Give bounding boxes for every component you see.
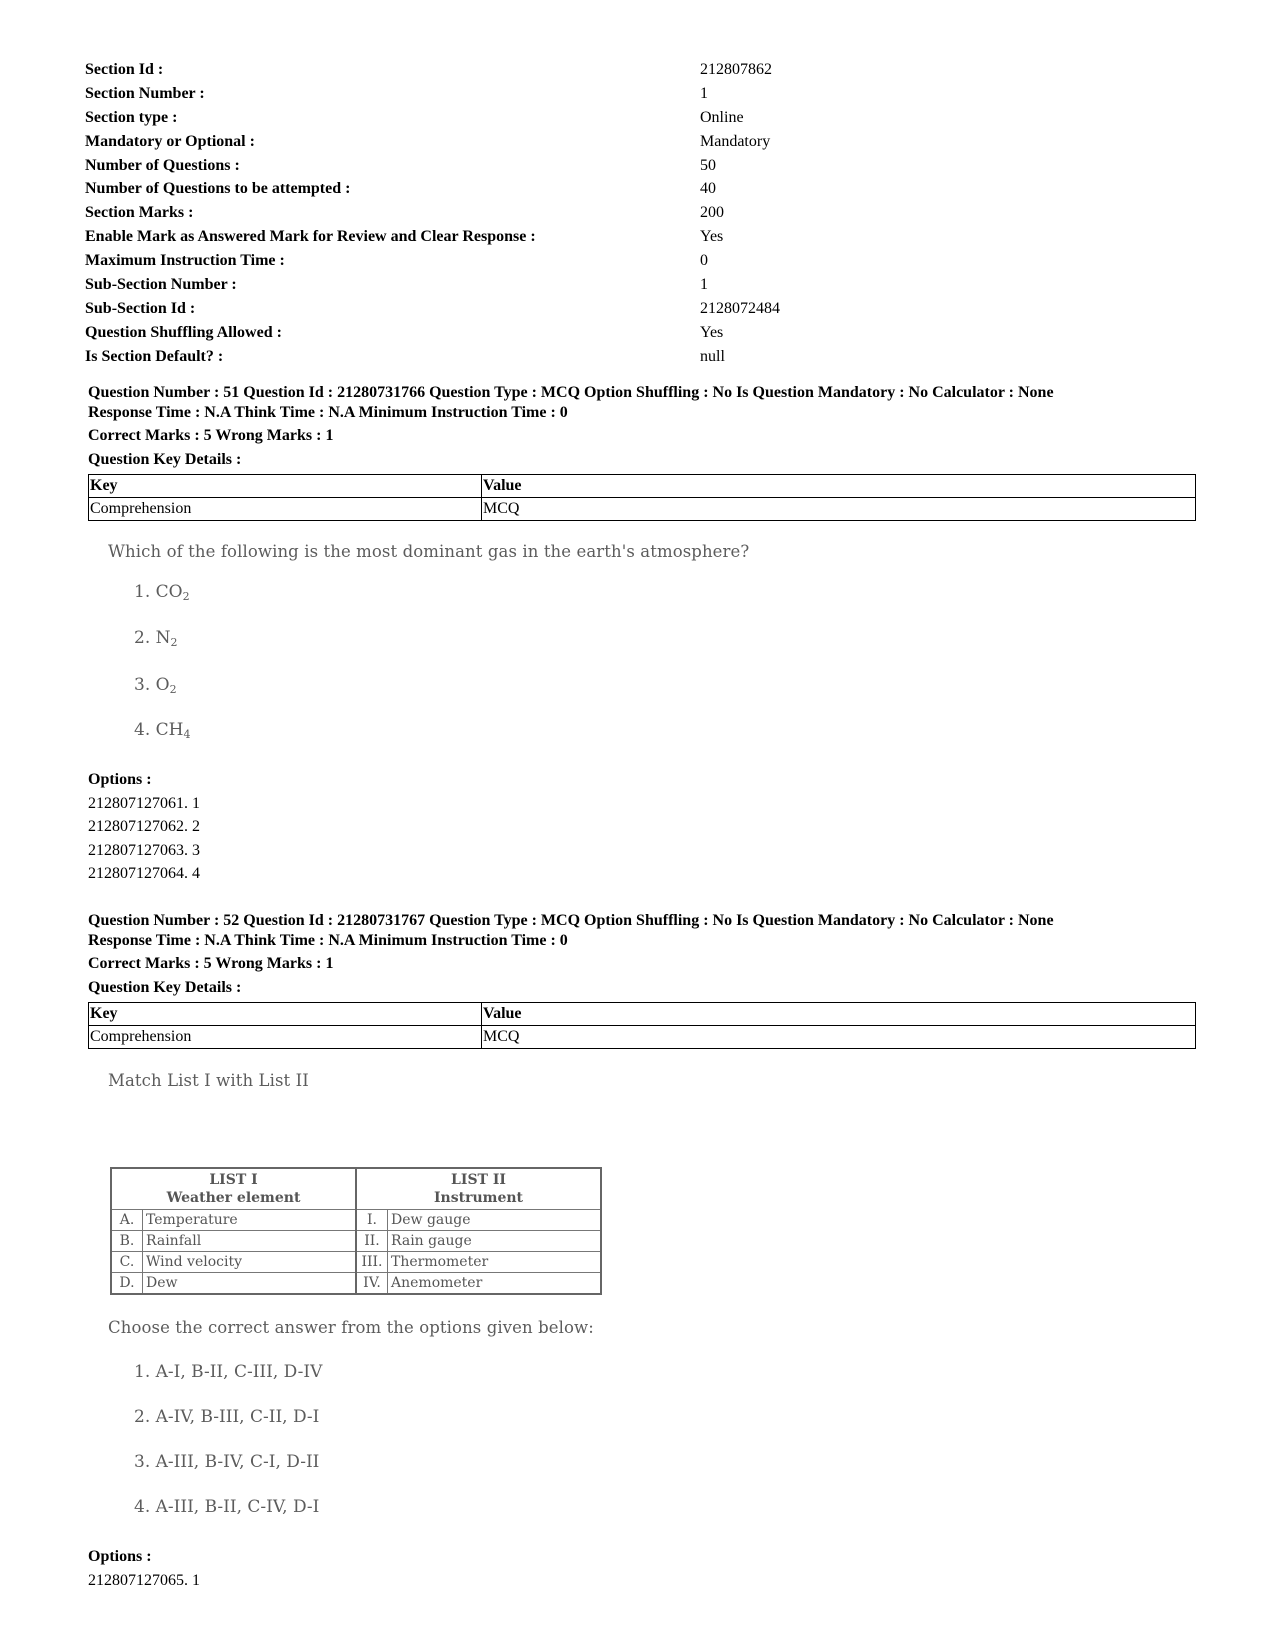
section-info-row — [85, 130, 1185, 154]
choice-number: 3. — [134, 675, 151, 695]
question-meta-line2: Response Time : N.A Think Time : N.A Minimum Instruction Time : 0 — [88, 404, 568, 421]
list1-index: C. — [111, 1252, 143, 1273]
section-info-label: Section Id : — [85, 61, 164, 78]
question-choice: 3. A-III, B-IV, C-I, D-II — [134, 1452, 320, 1472]
section-info-label: Is Section Default? : — [85, 347, 224, 365]
section-info-row — [85, 82, 1185, 106]
section-info-row — [85, 321, 1185, 345]
options-label: Options : — [88, 1548, 152, 1565]
match-row — [111, 1252, 601, 1273]
match-list-table — [110, 1167, 602, 1295]
section-info-row — [85, 273, 1185, 297]
choice-subscript: 4 — [183, 728, 191, 741]
option-item: 212807127062. 2 — [88, 818, 200, 835]
list2-title: LIST II — [451, 1172, 506, 1188]
question-key-table — [88, 1002, 1196, 1049]
question-52-header — [88, 911, 1198, 1049]
list1-item: Temperature — [143, 1210, 357, 1231]
section-info-row — [85, 249, 1185, 273]
section-info-label: Question Shuffling Allowed : — [85, 323, 282, 341]
section-info-value: 200 — [700, 204, 724, 222]
list1-index: A. — [111, 1210, 143, 1231]
key-table-cell-value: MCQ — [482, 1026, 1196, 1049]
question-52-image — [108, 1071, 309, 1090]
choice-subscript: 2 — [182, 590, 190, 603]
section-info-label: Maximum Instruction Time : — [85, 252, 285, 270]
match-list-table-wrap — [110, 1167, 602, 1295]
section-info-value: 1 — [700, 276, 708, 294]
question-marks: Correct Marks : 5 Wrong Marks : 1 — [88, 955, 334, 972]
list1-item: Rainfall — [143, 1231, 357, 1252]
choice-subscript: 2 — [170, 636, 178, 649]
list1-item: Dew — [143, 1273, 357, 1295]
list2-item: Anemometer — [388, 1273, 602, 1295]
section-info-row — [85, 106, 1185, 130]
list1-item: Wind velocity — [143, 1252, 357, 1273]
section-info-row — [85, 177, 1185, 201]
option-item: 212807127061. 1 — [88, 794, 200, 812]
section-info-row — [85, 154, 1185, 178]
choice-formula: O — [155, 675, 170, 695]
list2-subtitle: Instrument — [434, 1190, 523, 1206]
section-info-value: Yes — [700, 323, 724, 341]
section-info-label: Number of Questions to be attempted : — [85, 180, 351, 198]
choice-formula: N — [155, 628, 171, 648]
section-info-value: Online — [700, 108, 744, 126]
section-info-label: Mandatory or Optional : — [85, 132, 255, 150]
match-row — [111, 1210, 601, 1231]
question-choice — [134, 675, 177, 696]
question-51-options — [88, 768, 200, 886]
section-info-value: 50 — [700, 156, 716, 174]
option-item: 212807127064. 4 — [88, 865, 200, 882]
section-info-value: 2128072484 — [700, 299, 780, 317]
list2-index: I. — [356, 1210, 388, 1231]
list1-subtitle: Weather element — [166, 1190, 301, 1206]
key-table-header-value: Value — [482, 475, 1196, 498]
match-row — [111, 1231, 601, 1252]
question-choice — [134, 720, 190, 741]
question-key-table — [88, 474, 1196, 521]
section-info-row — [85, 345, 1185, 369]
question-51-header — [88, 383, 1198, 521]
question-meta-line2: Response Time : N.A Think Time : N.A Minimum Instruction Time : 0 — [88, 932, 568, 949]
section-info-label: Section Number : — [85, 84, 205, 102]
key-table-cell-key: Comprehension — [89, 1026, 482, 1049]
section-info-value: 212807862 — [700, 61, 772, 78]
section-info-value: 1 — [700, 84, 708, 102]
question-52-options — [88, 1545, 200, 1592]
question-52-choices — [108, 1318, 594, 1517]
question-choice: 4. A-III, B-II, C-IV, D-I — [134, 1497, 320, 1517]
section-info-label: Sub-Section Id : — [85, 299, 196, 317]
section-info — [85, 58, 1185, 369]
section-info-value: 40 — [700, 180, 716, 198]
section-info-row — [85, 58, 1185, 82]
match-row — [111, 1273, 601, 1295]
key-table-header-value: Value — [482, 1003, 1196, 1026]
question-meta-line1: Question Number : 51 Question Id : 21280731766 Question Type : MCQ Option Shuffling : No Is Question Mandatory : No Calculator : None — [88, 384, 1054, 401]
section-info-row — [85, 201, 1185, 225]
choice-subscript: 2 — [169, 683, 177, 696]
section-info-label: Number of Questions : — [85, 156, 240, 174]
options-label: Options : — [88, 771, 152, 788]
option-item: 212807127065. 1 — [88, 1571, 200, 1589]
question-51-image — [108, 542, 750, 741]
section-info-value: null — [700, 347, 725, 365]
question-choice — [134, 628, 178, 649]
list1-index: D. — [111, 1273, 143, 1295]
question-key-details-label: Question Key Details : — [88, 979, 242, 996]
section-info-label: Enable Mark as Answered Mark for Review and Clear Response : — [85, 228, 536, 246]
section-info-value: Yes — [700, 228, 724, 246]
list2-index: II. — [356, 1231, 388, 1252]
list2-item: Thermometer — [388, 1252, 602, 1273]
key-table-cell-value: MCQ — [482, 498, 1196, 521]
option-item: 212807127063. 3 — [88, 841, 200, 859]
list2-item: Dew gauge — [388, 1210, 602, 1231]
choice-formula: CO — [155, 582, 183, 602]
question-choice: 2. A-IV, B-III, C-II, D-I — [134, 1407, 320, 1427]
section-info-label: Sub-Section Number : — [85, 276, 237, 294]
question-meta-line1: Question Number : 52 Question Id : 21280731767 Question Type : MCQ Option Shuffling : No Is Question Mandatory : No Calculator : None — [88, 912, 1054, 929]
question-choice: 1. A-I, B-II, C-III, D-IV — [134, 1362, 323, 1382]
section-info-value: Mandatory — [700, 132, 771, 150]
key-table-cell-key: Comprehension — [89, 498, 482, 521]
section-info-label: Section Marks : — [85, 204, 194, 222]
list1-header — [111, 1168, 356, 1210]
question-key-details-label: Question Key Details : — [88, 451, 242, 468]
list2-index: IV. — [356, 1273, 388, 1295]
section-info-label: Section type : — [85, 108, 178, 126]
choice-number: 1. — [134, 582, 151, 602]
choice-formula: CH — [155, 720, 184, 740]
list2-item: Rain gauge — [388, 1231, 602, 1252]
choice-number: 4. — [134, 720, 151, 740]
key-table-header-key: Key — [89, 475, 482, 498]
list2-header — [356, 1168, 601, 1210]
choice-number: 2. — [134, 628, 151, 648]
list1-title: LIST I — [209, 1172, 258, 1188]
question-instruction: Choose the correct answer from the options given below: — [108, 1318, 594, 1337]
list2-index: III. — [356, 1252, 388, 1273]
section-info-row — [85, 297, 1185, 321]
question-marks: Correct Marks : 5 Wrong Marks : 1 — [88, 427, 334, 444]
list1-index: B. — [111, 1231, 143, 1252]
key-table-header-key: Key — [89, 1003, 482, 1026]
section-info-value: 0 — [700, 252, 708, 270]
question-choice — [134, 582, 190, 603]
section-info-row — [85, 225, 1185, 249]
question-text: Match List I with List II — [108, 1071, 309, 1090]
question-text: Which of the following is the most dominant gas in the earth's atmosphere? — [108, 542, 750, 561]
